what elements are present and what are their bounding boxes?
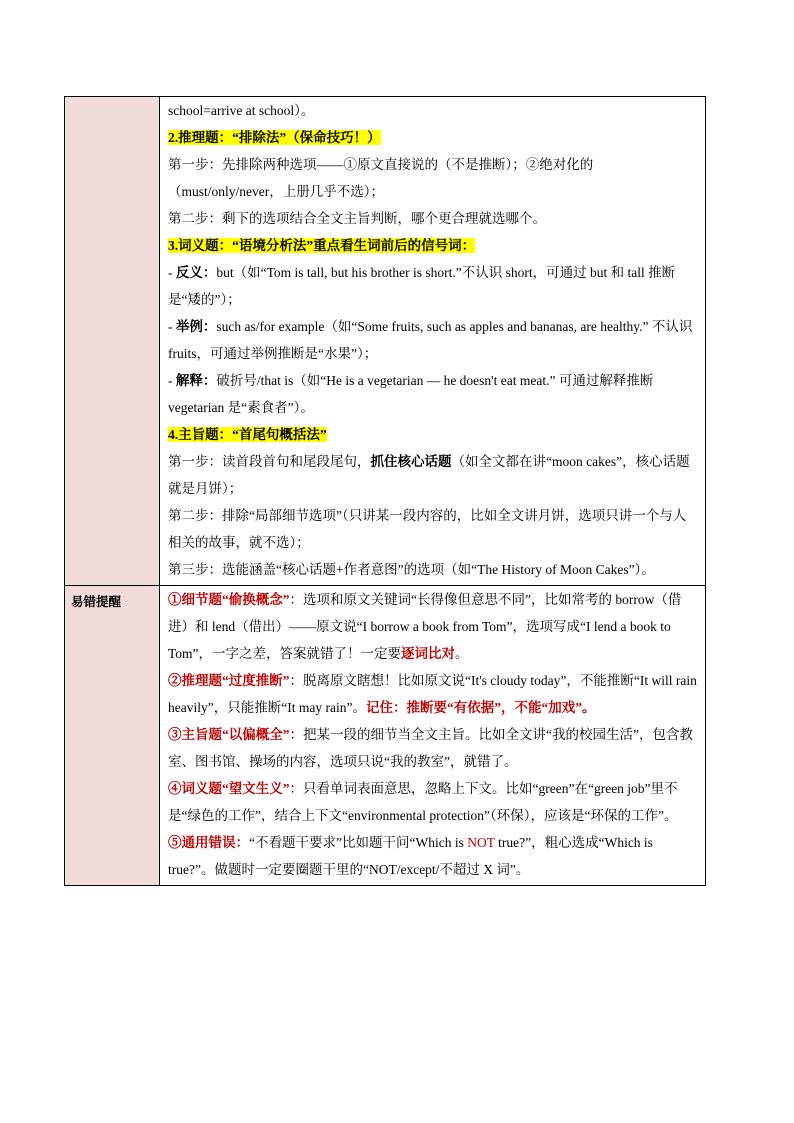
text-segment: “不看题干要求”比如题干问“Which is <box>249 835 468 850</box>
text-segment: ：把某一段的细节当全文主旨。比如全文讲“我的校园生活”，包含教室、图书馆、操场的内容，选项只说“我的教室”，就错了。 <box>168 727 693 769</box>
paragraph <box>168 502 699 556</box>
emphasis-text: ④词义题“望文生义” <box>168 781 290 796</box>
emphasis-text: 记住：推断要“有依据”，不能“加戏”。 <box>365 700 596 715</box>
emphasis-text: 解释： <box>175 373 217 388</box>
text-segment: ：只看单词表面意思，忽略上下文。比如“green”在“green job”里不是“绿色的工作”，结合上下文“environmental protection”（环保），应该是“环保的工作”。 <box>168 781 678 823</box>
text-segment: 第二步：剩下的选项结合全文主旨判断，哪个更合理就选哪个。 <box>168 211 546 226</box>
text-segment: 第一步：先排除两种选项——①原文直接说的（不是推断）；②绝对化的（must/only/never，上册几乎不选）； <box>168 157 594 199</box>
text-segment: - <box>168 319 176 334</box>
paragraph <box>168 721 699 775</box>
text-segment: 第二步：排除“局部细节选项”（只讲某一段内容的，比如全文讲月饼，选项只讲一个与人相关的故事，就不选）； <box>168 508 687 550</box>
section-heading: 4.主旨题：“首尾句概括法” <box>168 427 327 442</box>
table-row-common-mistakes <box>65 586 706 886</box>
paragraph <box>168 124 699 151</box>
paragraph <box>168 205 699 232</box>
paragraph <box>168 586 699 667</box>
text-segment: - <box>168 373 176 388</box>
paragraph <box>168 556 699 583</box>
text-segment: 第三步：选能涵盖“核心话题+作者意图”的选项（如“The History of Moon Cakes”）。 <box>168 562 655 577</box>
paragraph <box>168 97 699 124</box>
emphasis-text: ①细节题“偷换概念” <box>168 592 290 607</box>
paragraph <box>168 448 699 502</box>
paragraph <box>168 421 699 448</box>
section-heading: 2.推理题：“排除法”（保命技巧！） <box>168 130 381 145</box>
table-row-strategies <box>65 97 706 586</box>
emphasis-text: 抓住核心话题 <box>370 454 452 469</box>
paragraph <box>168 667 699 721</box>
paragraph <box>168 313 699 367</box>
text-segment: 。 <box>455 646 469 661</box>
paragraph <box>168 829 699 883</box>
text-segment: ：脱离原文瞎想！比如原文说“It's cloudy today”，不能推断“It will rain heavily”，只能推断“It may rain”。 <box>168 673 697 715</box>
common-mistakes-content <box>160 586 706 886</box>
text-segment: （如全文都在讲“moon cakes”，核心话题就是月饼）； <box>168 454 690 496</box>
paragraph <box>168 775 699 829</box>
emphasis-text: ⑤通用错误： <box>168 835 249 850</box>
emphasis-text: 举例： <box>175 319 217 334</box>
row-label-common-mistakes: 易错提醒 <box>65 586 160 886</box>
emphasis-text: 逐词比对 <box>401 646 456 661</box>
text-segment: but（如“Tom is tall, but his brother is short.”不认识 short，可通过 but 和 tall 推断是“矮的”）； <box>168 265 676 307</box>
paragraph <box>168 232 699 259</box>
row-label <box>65 97 160 586</box>
text-segment: such as/for example（如“Some fruits, such as apples and bananas, are healthy.” 不认识 fruits，可通过举例推断是“水果”）； <box>168 319 693 361</box>
paragraph <box>168 259 699 313</box>
strategies-content <box>160 97 706 586</box>
text-segment: true?”，粗心选成“Which is true?”。做题时一定要圈题干里的“NOT/except/不超过 X 词”。 <box>168 835 653 877</box>
text-segment: 破折号/that is（如“He is a vegetarian — he doesn't eat meat.” 可通过解释推断 vegetarian 是“素食者”）。 <box>168 373 654 415</box>
emphasis-text: 反义： <box>175 265 217 280</box>
emphasis-text: NOT <box>467 835 495 850</box>
text-segment: 第一步：读首段首句和尾段尾句， <box>168 454 371 469</box>
text-segment: - <box>168 265 176 280</box>
paragraph <box>168 151 699 205</box>
tips-table <box>64 96 706 886</box>
emphasis-text: ②推理题“过度推断” <box>168 673 290 688</box>
emphasis-text: ③主旨题“以偏概全” <box>168 727 290 742</box>
text-segment: ：选项和原文关键词“长得像但意思不同”，比如常考的 borrow（借进）和 lend（借出）——原文说“I borrow a book from Tom”，选项写成“I lend a book to Tom”，一字之差，答案就错了！一定要 <box>168 592 682 661</box>
text-segment: school=arrive at school）。 <box>168 103 315 118</box>
paragraph <box>168 367 699 421</box>
section-heading: 3.词义题：“语境分析法”重点看生词前后的信号词： <box>168 238 476 253</box>
